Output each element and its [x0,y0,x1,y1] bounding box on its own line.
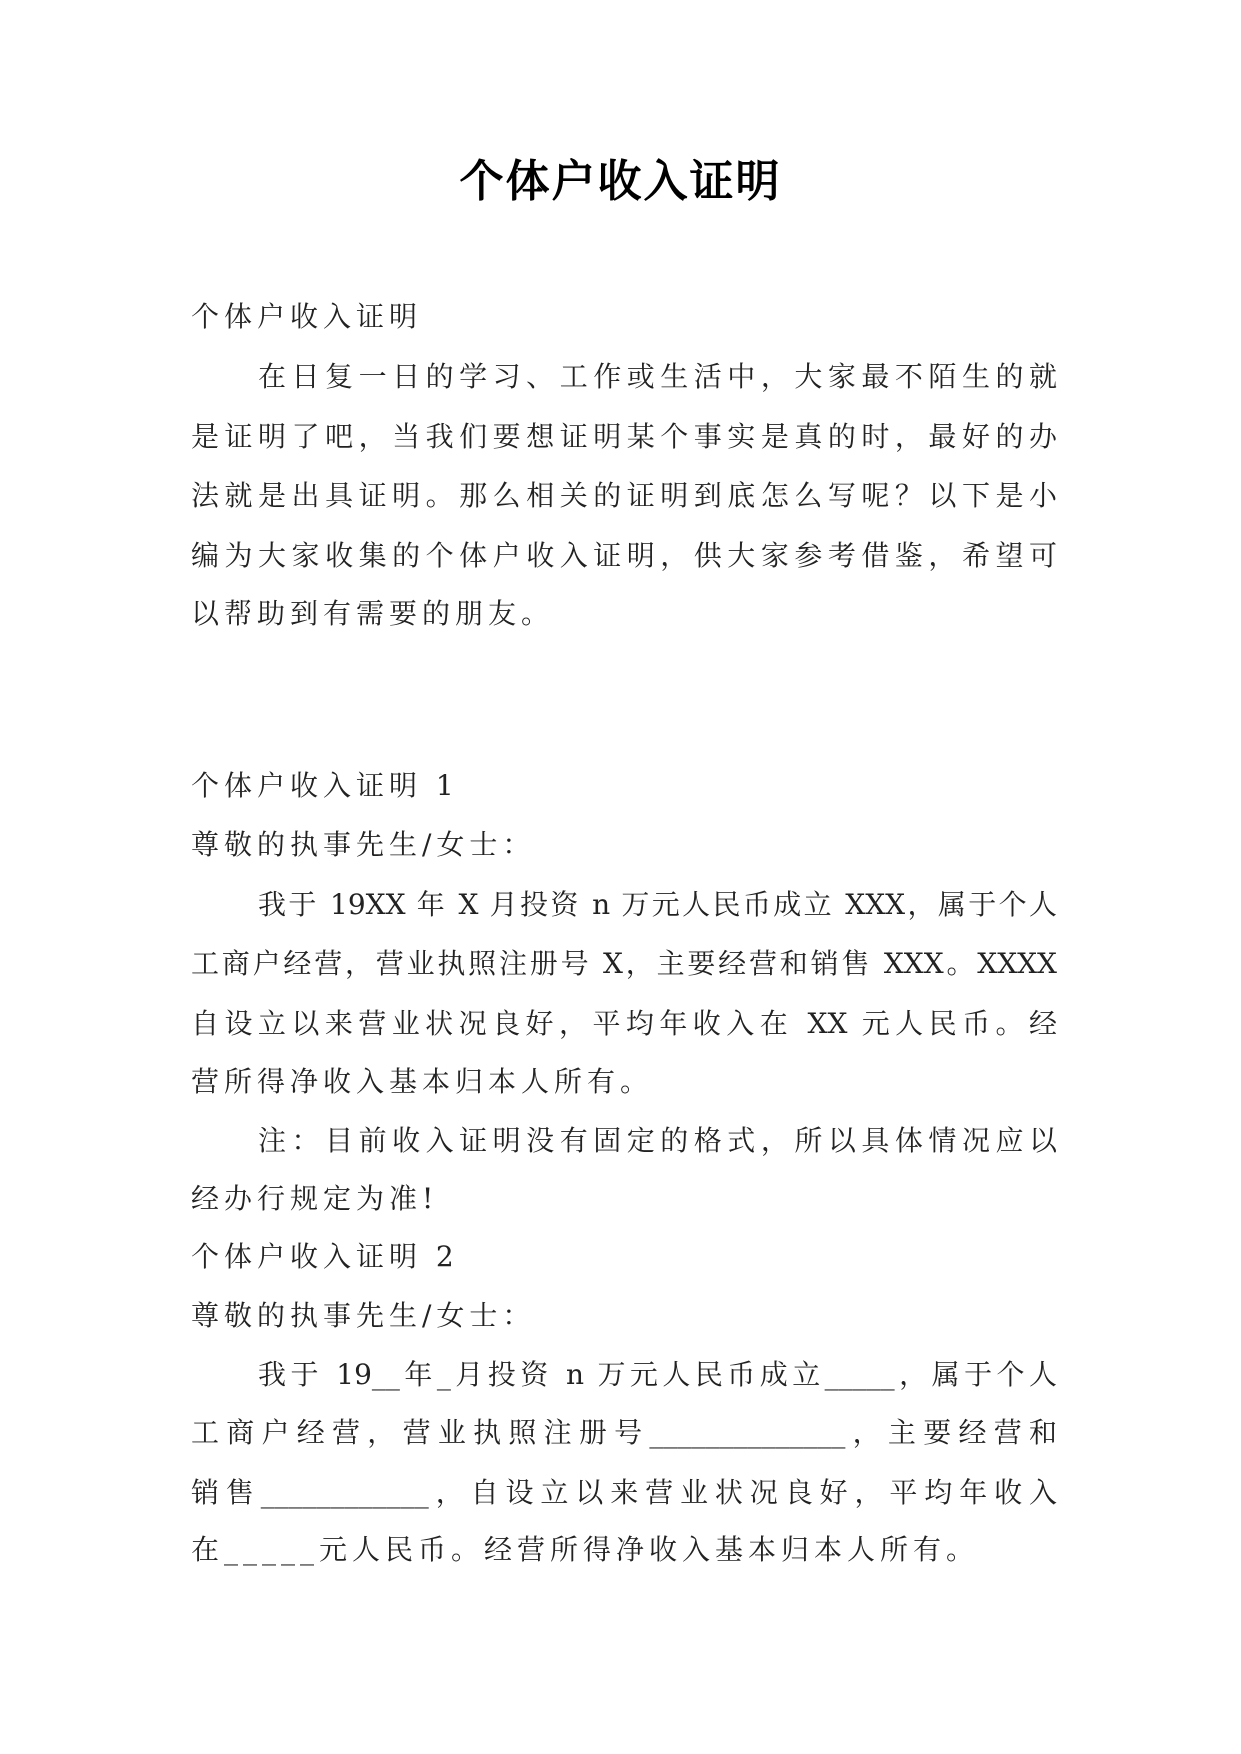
sample1-heading: 个体户收入证明 1 [191,769,459,802]
sample2-body-line: 销售____________，自设立以来营业状况良好，平均年收入 [191,1476,1057,1509]
document-title: 个体户收入证明 [459,156,782,207]
sample2-body-line: 工商户经营，营业执照注册号______________，主要经营和 [191,1416,1057,1449]
intro-line: 编为大家收集的个体户收入证明，供大家参考借鉴，希望可 [191,539,1057,572]
intro-line: 是证明了吧，当我们要想证明某个事实是真的时，最好的办 [191,420,1057,453]
sample1-body-line: 营所得净收入基本归本人所有。 [191,1065,654,1098]
intro-line: 在日复一日的学习、工作或生活中，大家最不陌生的就 [258,360,1057,393]
intro-line: 以帮助到有需要的朋友。 [191,597,555,630]
sample2-salutation: 尊敬的执事先生/女士： [191,1299,536,1332]
intro-line: 法就是出具证明。那么相关的证明到底怎么写呢？以下是小 [191,479,1057,512]
sample1-body-line: 自设立以来营业状况良好，平均年收入在 XX 元人民币。经 [191,1007,1057,1040]
sample1-body-line: 我于 19XX 年 X 月投资 n 万元人民币成立 XXX，属于个人 [258,888,1057,921]
sample1-salutation: 尊敬的执事先生/女士： [191,828,536,861]
intro-heading: 个体户收入证明 [191,300,423,333]
sample2-heading: 个体户收入证明 2 [191,1240,459,1273]
sample2-body-line: 我于 19__年_月投资 n 万元人民币成立_____，属于个人 [258,1358,1057,1391]
sample1-body-line: 工商户经营，营业执照注册号 X，主要经营和销售 XXX。XXXX [191,947,1057,980]
sample1-note-line: 经办行规定为准! [191,1182,439,1215]
sample2-body-line: 在_____元人民币。经营所得净收入基本归本人所有。 [191,1533,980,1566]
sample1-note-line: 注：目前收入证明没有固定的格式，所以具体情况应以 [258,1124,1057,1157]
